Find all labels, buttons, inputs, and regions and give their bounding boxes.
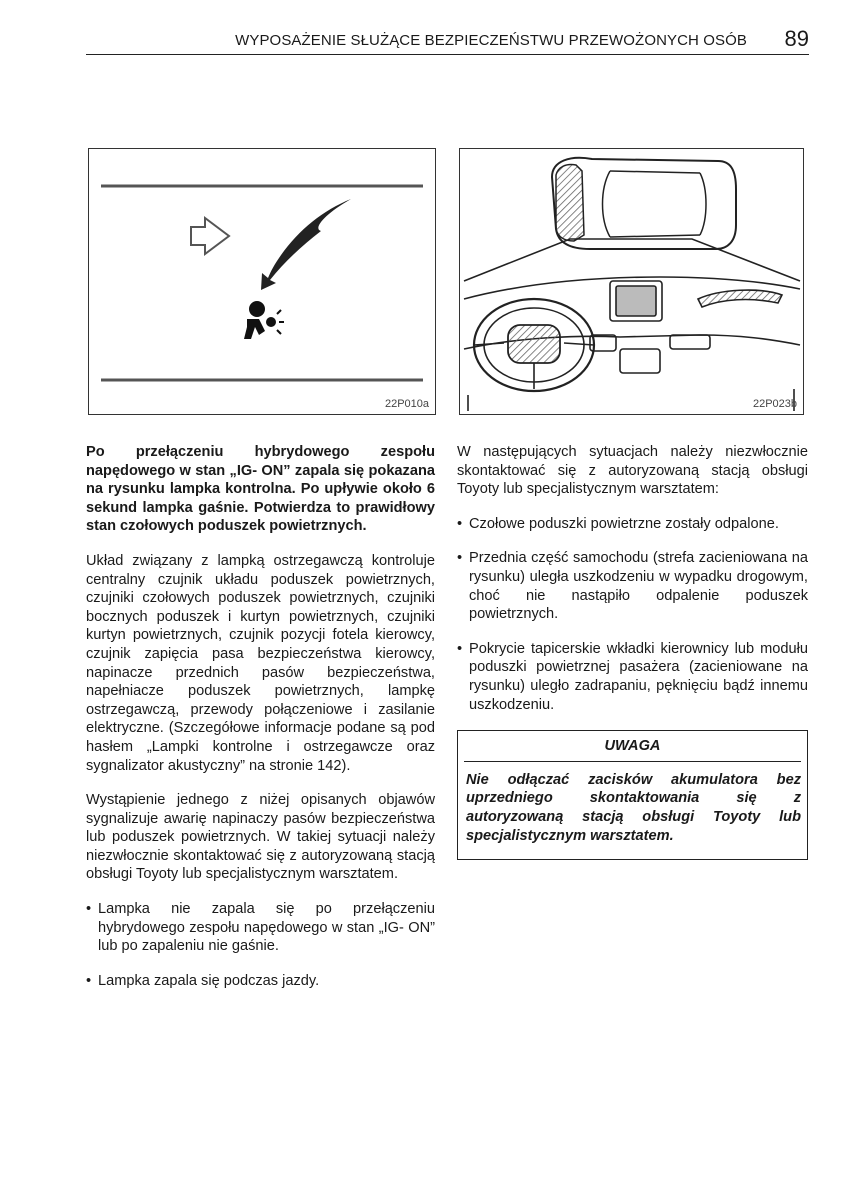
airbag-warning-light-figure <box>88 148 436 415</box>
warning-body: Nie odłączać zacisków akumulatora bez uprzedniego skontaktowania się z autoryzowaną stacją obsługi Toyoty lub specjalistycznym warsztatem. <box>466 771 801 844</box>
bullet-symbol: • <box>457 515 463 532</box>
symptoms-paragraph: Wystąpienie jednego z niżej opisanych objawów sygnalizuje awarię napinaczy pasów bezpieczeństwa lub poduszek powietrznych. W takiej sytuacji należy niezwłocznie skontaktować się z autoryzowaną stacją obsługi Toyoty lub specjalistycznym warsztatem. <box>86 792 435 883</box>
airbag-warning-light-illustration <box>89 149 435 414</box>
dashboard-icon <box>464 239 800 411</box>
warning-title: UWAGA <box>464 731 801 762</box>
list-item-text: Czołowe poduszki powietrzne zostały odpalone. <box>469 515 779 532</box>
vehicle-dashboard-illustration <box>460 149 803 414</box>
pointer-swoosh-icon <box>261 199 351 290</box>
figure-code: 22P023b <box>752 398 797 410</box>
situations-intro-paragraph: W następujących sytuacjach należy niezwłocznie skontaktować się z autoryzowaną stacją obsługi Toyoty lub specjalistycznym warsztatem: <box>457 444 808 498</box>
list-item-text: Przednia część samochodu (strefa zacieniowana na rysunku) uległa uszkodzeniu w wypadku drogowym, choć nie nastąpiło odpalenie poduszek powietrznych. <box>469 550 808 623</box>
bullet-symbol: • <box>86 972 92 989</box>
bullet-symbol: • <box>86 901 92 918</box>
list-item-text: Lampka nie zapala się po przełączeniu hybrydowego zespołu napędowego w stan „IG- ON” lub po zapaleniu nie gaśnie. <box>98 901 435 955</box>
list-item <box>86 972 435 991</box>
list-item <box>86 900 435 956</box>
figure-code: 22P010a <box>384 398 429 410</box>
list-item-text: Lampka zapala się podczas jazdy. <box>98 972 320 989</box>
vehicle-airbag-zones-figure <box>459 148 804 415</box>
bullet-symbol: • <box>457 640 463 657</box>
list-item <box>457 640 808 714</box>
list-item-text: Pokrycie tapicerskie wkładki kierownicy lub modułu poduszki powietrznej pasażera (zacieniowane na rysunku) uległo zadrapaniu, pęknięciu bądź innemu uszkodzeniu. <box>469 640 808 713</box>
list-item <box>457 549 808 623</box>
page-number: 89 <box>784 26 809 51</box>
warning-box <box>457 730 808 860</box>
arrow-outline-icon <box>191 218 229 254</box>
car-top-view-icon <box>552 158 736 249</box>
intro-bold-paragraph: Po przełączeniu hybrydowego zespołu napędowego w stan „IG- ON” zapala się pokazana na rysunku lampka kontrolna. Po upływie około 6 sekund lampka gaśnie. Potwierdza to prawidłowy stan czołowych poduszek powietrznych. <box>86 444 435 535</box>
bullet-symbol: • <box>457 550 463 567</box>
left-text-column <box>86 443 435 1006</box>
header-title: WYPOSAŻENIE SŁUŻĄCE BEZPIECZEŃSTWU PRZEWOŻONYCH OSÓB <box>235 32 747 49</box>
airbag-symbol-icon <box>244 301 284 339</box>
right-text-column <box>457 443 808 860</box>
page-header <box>86 28 809 55</box>
list-item <box>457 515 808 534</box>
system-paragraph: Układ związany z lampką ostrzegawczą kontroluje centralny czujnik układu poduszek powietrznych, czujniki czołowych poduszek powietrznych, czujniki bocznych poduszek i kurtyn powietrznych, czujniki kurtyn powietrznych, czujnik pozycji fotela kierowcy, czujnik zapięcia pasa bezpieczeństwa kierowcy, napinacze przednich pasów bezpieczeństwa, napełniacze poduszek powietrznych, lampkę ostrzegawczą, przewody połączeniowe i zasilanie elektryczne. (Szczegółowe informacje podane są pod hasłem „Lampki kontrolne i ostrzegawcze oraz sygnalizator akustyczny” na stronie 142). <box>86 552 435 774</box>
